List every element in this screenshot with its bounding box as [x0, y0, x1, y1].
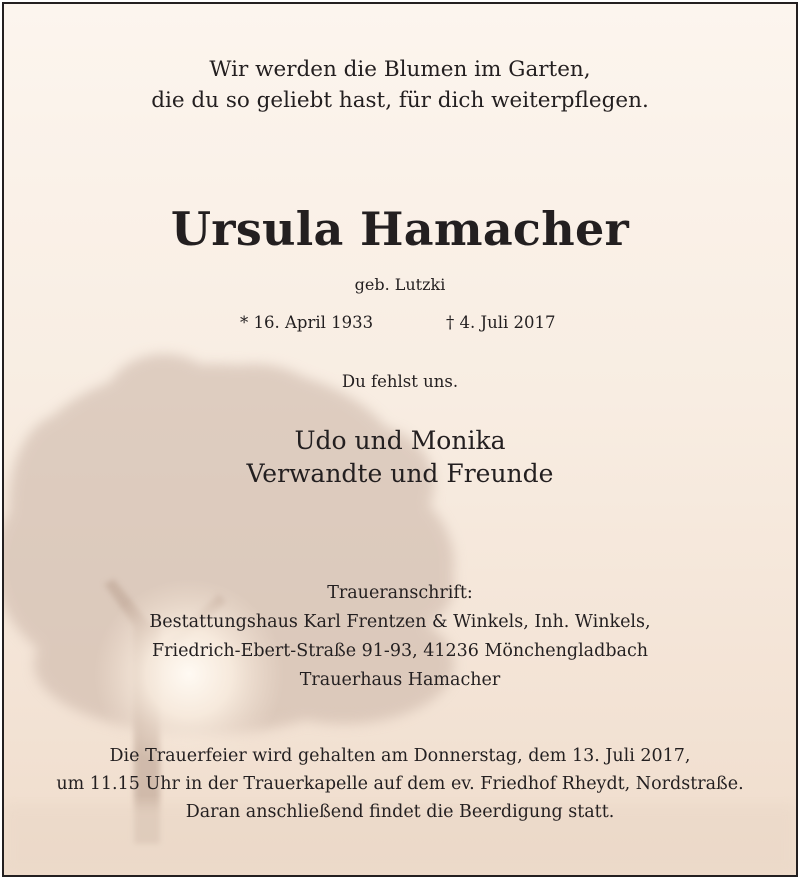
address-line-3: Trauerhaus Hamacher [299, 670, 501, 690]
death-date: † 4. Juli 2017 [446, 313, 556, 332]
mourners-line-1: Udo und Monika [294, 426, 506, 455]
service-line-2: um 11.15 Uhr in der Trauerkapelle auf dem ev. Friedhof Rheydt, Nordstraße. [56, 774, 744, 794]
service-line-3: Daran anschließend findet die Beerdigung statt. [185, 802, 615, 822]
verse-line-2: die du so geliebt hast, für dich weiterpflegen. [151, 88, 649, 113]
memorial-verse [4, 54, 796, 116]
mourning-address [4, 579, 796, 695]
address-line-2: Friedrich-Ebert-Straße 91-93, 41236 Mönchengladbach [151, 641, 649, 661]
mourners-line-2: Verwandte und Freunde [246, 459, 554, 488]
address-heading: Traueranschrift: [327, 583, 473, 603]
farewell-message: Du fehlst uns. [341, 372, 459, 391]
address-line-1: Bestattungshaus Karl Frentzen & Winkels, Inh. Winkels, [149, 612, 651, 632]
service-line-1: Die Trauerfeier wird gehalten am Donnerstag, dem 13. Juli 2017, [109, 746, 691, 766]
deceased-name: Ursula Hamacher [170, 202, 630, 256]
obituary-notice [2, 2, 798, 877]
mourners-list [4, 424, 796, 490]
birth-date: * 16. April 1933 [240, 313, 374, 332]
funeral-service-info [4, 742, 796, 826]
maiden-name: geb. Lutzki [354, 275, 446, 294]
verse-line-1: Wir werden die Blumen im Garten, [209, 57, 591, 82]
